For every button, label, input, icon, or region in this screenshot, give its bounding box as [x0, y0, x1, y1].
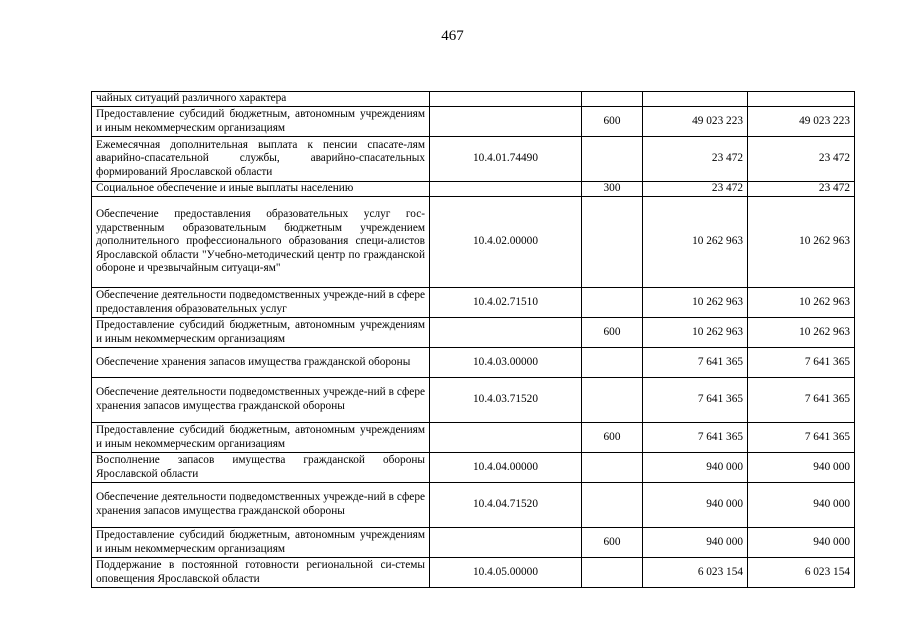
- row-amount-2: 23 472: [748, 182, 855, 197]
- row-type: 600: [582, 107, 643, 137]
- row-amount-2: 10 262 963: [748, 318, 855, 348]
- table-row: [92, 182, 855, 197]
- row-code: 10.4.02.00000: [430, 197, 582, 288]
- row-name: Обеспечение предоставления образовательных услуг гос-ударственным образовательным бюджетным учреждением дополнительного профессионального образования специ-алистов Ярославской области "Учебно-методический центр по гражданской обороне и чрезвычайным ситуаци-ям": [92, 197, 430, 288]
- row-name: Поддержание в постоянной готовности региональной си-стемы оповещения Ярославской области: [92, 558, 430, 588]
- table-row: [92, 423, 855, 453]
- page-number: 467: [441, 28, 464, 44]
- row-type: [582, 348, 643, 378]
- table-row: [92, 528, 855, 558]
- row-amount-1: 10 262 963: [643, 318, 748, 348]
- row-code: [430, 107, 582, 137]
- row-code: [430, 318, 582, 348]
- row-amount-2: 49 023 223: [748, 107, 855, 137]
- row-code: 10.4.03.71520: [430, 378, 582, 423]
- table-row: [92, 92, 855, 107]
- row-name: Обеспечение хранения запасов имущества гражданской обороны: [92, 348, 430, 378]
- row-amount-1: 7 641 365: [643, 378, 748, 423]
- table-row: [92, 107, 855, 137]
- row-code: 10.4.01.74490: [430, 137, 582, 182]
- row-amount-2: [748, 92, 855, 107]
- row-amount-1: 7 641 365: [643, 348, 748, 378]
- row-amount-1: 10 262 963: [643, 288, 748, 318]
- row-type: 600: [582, 528, 643, 558]
- row-amount-2: 940 000: [748, 453, 855, 483]
- row-amount-1: 23 472: [643, 182, 748, 197]
- table-row: [92, 288, 855, 318]
- row-name: чайных ситуаций различного характера: [92, 92, 430, 107]
- row-code: [430, 528, 582, 558]
- row-amount-2: 940 000: [748, 483, 855, 528]
- row-amount-1: 940 000: [643, 453, 748, 483]
- row-amount-2: 7 641 365: [748, 348, 855, 378]
- row-name: Социальное обеспечение и иные выплаты населению: [92, 182, 430, 197]
- row-type: 300: [582, 182, 643, 197]
- row-amount-2: 940 000: [748, 528, 855, 558]
- row-amount-2: 6 023 154: [748, 558, 855, 588]
- row-name: Обеспечение деятельности подведомственных учрежде-ний в сфере хранения запасов имущества гражданской обороны: [92, 483, 430, 528]
- row-type: [582, 137, 643, 182]
- table-row: [92, 197, 855, 288]
- row-amount-1: 49 023 223: [643, 107, 748, 137]
- budget-table: [91, 91, 855, 588]
- table-row: [92, 378, 855, 423]
- row-type: [582, 453, 643, 483]
- row-amount-1: 7 641 365: [643, 423, 748, 453]
- table-row: [92, 483, 855, 528]
- row-amount-1: 23 472: [643, 137, 748, 182]
- table-row: [92, 348, 855, 378]
- row-amount-1: 10 262 963: [643, 197, 748, 288]
- row-type: [582, 288, 643, 318]
- row-amount-2: 10 262 963: [748, 288, 855, 318]
- row-code: 10.4.04.71520: [430, 483, 582, 528]
- row-code: [430, 423, 582, 453]
- row-code: 10.4.04.00000: [430, 453, 582, 483]
- table-row: [92, 137, 855, 182]
- row-type: [582, 483, 643, 528]
- row-name: Предоставление субсидий бюджетным, автономным учреждениям и иным некоммерческим организациям: [92, 318, 430, 348]
- row-name: Предоставление субсидий бюджетным, автономным учреждениям и иным некоммерческим организациям: [92, 423, 430, 453]
- row-amount-1: 940 000: [643, 483, 748, 528]
- row-code: 10.4.03.00000: [430, 348, 582, 378]
- row-code: 10.4.02.71510: [430, 288, 582, 318]
- row-amount-2: 7 641 365: [748, 423, 855, 453]
- row-type: 600: [582, 423, 643, 453]
- row-type: [582, 558, 643, 588]
- row-amount-1: 6 023 154: [643, 558, 748, 588]
- row-type: [582, 197, 643, 288]
- row-code: [430, 92, 582, 107]
- table-row: [92, 453, 855, 483]
- row-amount-1: 940 000: [643, 528, 748, 558]
- row-name: Обеспечение деятельности подведомственных учрежде-ний в сфере хранения запасов имущества гражданской обороны: [92, 378, 430, 423]
- row-name: Обеспечение деятельности подведомственных учрежде-ний в сфере предоставления образовательных услуг: [92, 288, 430, 318]
- row-type: 600: [582, 318, 643, 348]
- row-amount-2: 10 262 963: [748, 197, 855, 288]
- table-row: [92, 558, 855, 588]
- row-name: Ежемесячная дополнительная выплата к пенсии спасате-лям аварийно-спасательной службы, аварийно-спасательных формирований Ярославской области: [92, 137, 430, 182]
- row-amount-2: 23 472: [748, 137, 855, 182]
- row-type: [582, 378, 643, 423]
- row-code: [430, 182, 582, 197]
- row-type: [582, 92, 643, 107]
- row-name: Предоставление субсидий бюджетным, автономным учреждениям и иным некоммерческим организациям: [92, 528, 430, 558]
- row-code: 10.4.05.00000: [430, 558, 582, 588]
- row-name: Предоставление субсидий бюджетным, автономным учреждениям и иным некоммерческим организациям: [92, 107, 430, 137]
- row-name: Восполнение запасов имущества гражданской обороны Ярославской области: [92, 453, 430, 483]
- row-amount-2: 7 641 365: [748, 378, 855, 423]
- table-row: [92, 318, 855, 348]
- row-amount-1: [643, 92, 748, 107]
